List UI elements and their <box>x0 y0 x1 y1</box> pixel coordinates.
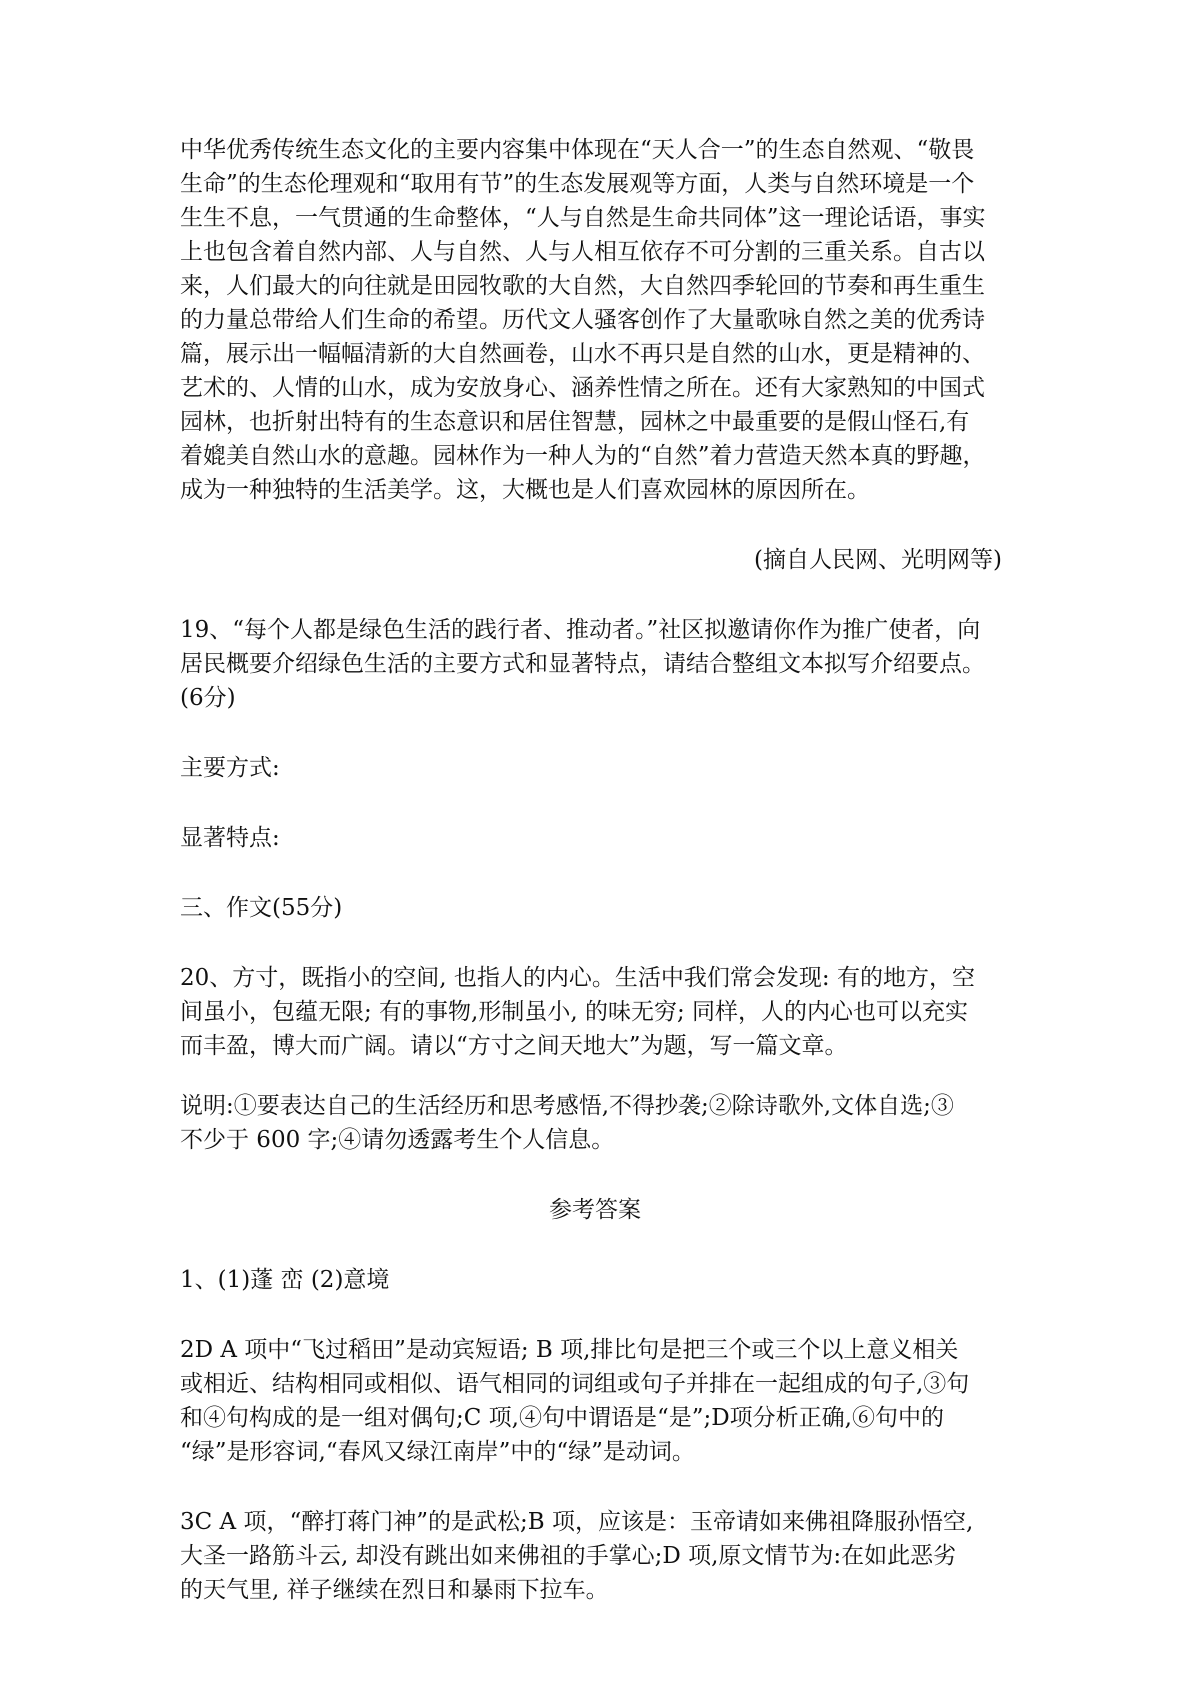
main-ways-label: 主要方式: <box>180 755 280 781</box>
text-line: 艺术的、人情的山水，成为安放身心、涵养性情之所在。还有大家熟知的中国式 <box>180 375 985 401</box>
text-line: 着媲美自然山水的意趣。园林作为一种人为的“自然”着力营造天然本真的野趣， <box>180 443 986 469</box>
text-line: 20、方寸，既指小的空间, 也指人的内心。生活中我们常会发现: 有的地方，空 <box>180 965 975 991</box>
text-line: 成为一种独特的生活美学。这，大概也是人们喜欢园林的原因所在。 <box>180 477 870 503</box>
text-line: 上也包含着自然内部、人与自然、人与人相互依存不可分割的三重关系。自古以 <box>180 239 985 265</box>
text-line: 不少于 600 字;④请勿透露考生个人信息。 <box>180 1127 615 1153</box>
section-heading: 三、作文(55分) <box>180 895 343 921</box>
text-line: 的力量总带给人们生命的希望。历代文人骚客创作了大量歌咏自然之美的优秀诗 <box>180 307 985 333</box>
text-line: 生命”的生态伦理观和“取用有节”的生态发展观等方面，人类与自然环境是一个 <box>180 171 975 197</box>
question-20 <box>180 961 1010 1063</box>
question-20-note <box>180 1089 1010 1157</box>
question-19 <box>180 613 1010 715</box>
answer-3 <box>180 1505 1010 1607</box>
text-line: (6分) <box>180 685 236 711</box>
text-line: 大圣一路筋斗云, 却没有跳出如来佛祖的手掌心;D 项,原文情节为:在如此恶劣 <box>180 1543 957 1569</box>
text-line: 居民概要介绍绿色生活的主要方式和显著特点，请结合整组文本拟写介绍要点。 <box>180 651 985 677</box>
text-line: “绿”是形容词,“春风又绿江南岸”中的“绿”是动词。 <box>180 1439 695 1465</box>
answer-1: 1、(1)蓬 峦 (2)意境 <box>180 1267 390 1293</box>
text-line: 来，人们最大的向往就是田园牧歌的大自然，大自然四季轮回的节奏和再生重生 <box>180 273 985 299</box>
features-label: 显著特点: <box>180 825 280 851</box>
text-line: 2D A 项中“飞过稻田”是动宾短语; B 项,排比句是把三个或三个以上意义相关 <box>180 1337 959 1363</box>
text-line: 间虽小，包蕴无限; 有的事物,形制虽小, 的味无穷; 同样，人的内心也可以充实 <box>180 999 969 1025</box>
answer-2 <box>180 1333 1010 1469</box>
text-line: 和④句构成的是一组对偶句;C 项,④句中谓语是“是”;D项分析正确,⑥句中的 <box>180 1405 944 1431</box>
text-line: 的天气里, 祥子继续在烈日和暴雨下拉车。 <box>180 1577 609 1603</box>
text-line: 19、“每个人都是绿色生活的践行者、推动者。”社区拟邀请你作为推广使者，向 <box>180 617 981 643</box>
text-line: 中华优秀传统生态文化的主要内容集中体现在“天人合一”的生态自然观、“敬畏 <box>180 137 975 163</box>
text-line: 而丰盈，博大而广阔。请以“方寸之间天地大”为题，写一篇文章。 <box>180 1033 848 1059</box>
text-line: 生生不息，一气贯通的生命整体，“人与自然是生命共同体”这一理论话语，事实 <box>180 205 986 231</box>
text-line: 篇，展示出一幅幅清新的大自然画卷，山水不再只是自然的山水，更是精神的、 <box>180 341 985 367</box>
answers-heading: 参考答案 <box>549 1197 641 1223</box>
text-line: 园林，也折射出特有的生态意识和居住智慧，园林之中最重要的是假山怪石,有 <box>180 409 970 435</box>
document-page <box>180 133 1010 1607</box>
passage-source: (摘自人民网、光明网等) <box>754 547 1002 573</box>
passage-paragraph <box>180 133 1010 507</box>
text-line: 3C A 项，“醉打蒋门神”的是武松;B 项，应该是：玉帝请如来佛祖降服孙悟空, <box>180 1509 974 1535</box>
text-line: 或相近、结构相同或相似、语气相同的词组或句子并排在一起组成的句子,③句 <box>180 1371 970 1397</box>
text-line: 说明:①要表达自己的生活经历和思考感悟,不得抄袭;②除诗歌外,文体自选;③ <box>180 1093 954 1119</box>
